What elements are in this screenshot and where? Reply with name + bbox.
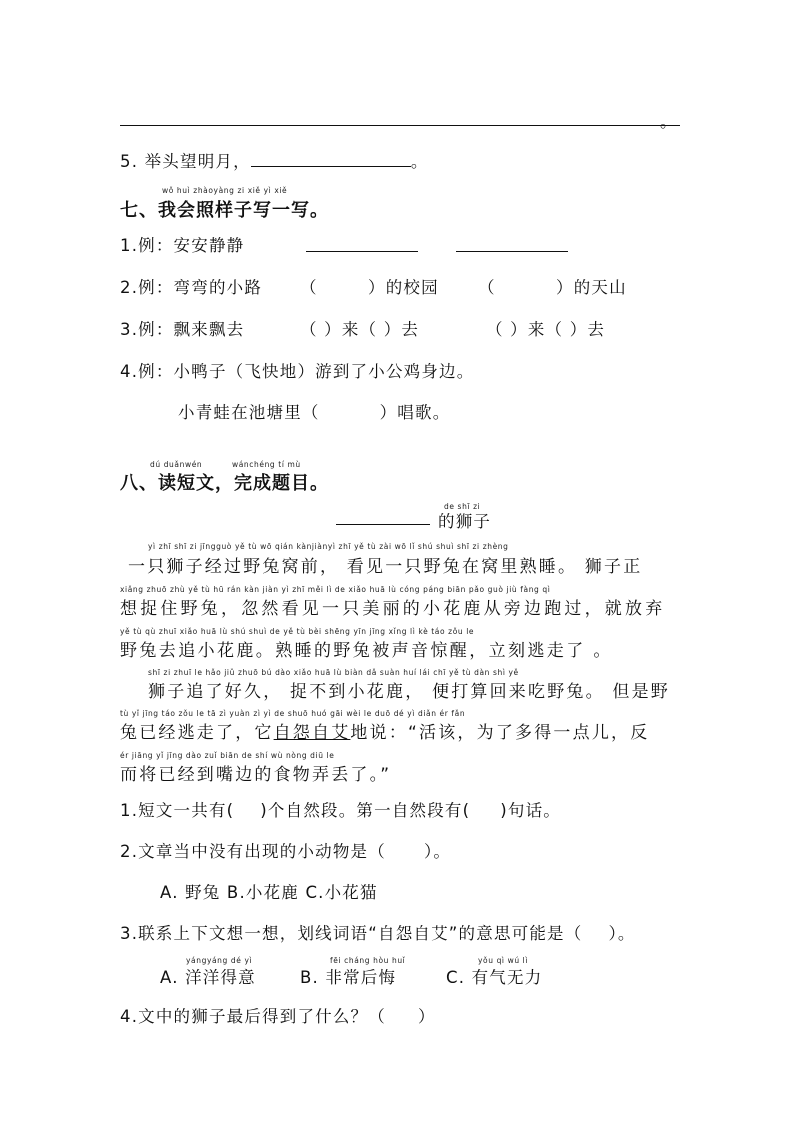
p2-line-2c: 地说：“活该，为了多得一点儿，反 (350, 723, 650, 743)
s7-q4-frog (178, 399, 450, 423)
s7-q2-campus: ）的校园 (368, 278, 439, 297)
s8-q2-a: 2.文章当中没有出现的小动物是（ (120, 842, 386, 861)
s7-q4: 4.例：小鸭子（飞快地）游到了小公鸡身边。 (120, 362, 475, 381)
s7-q2-paren-1: （ (300, 278, 318, 297)
p1-pinyin-1: yì zhī shī zi jīngguò yě tù wō qián kànjiànyì zhī yě tù zài wō lǐ shú shuì shī zi zhèng (148, 542, 509, 551)
p2-line-1: 狮子追了好久， 捉不到小花鹿， 便打算回来吃野兔。 但是野 (148, 682, 671, 702)
s8-q2-b: ）。 (423, 842, 452, 861)
p2-line-3: 而将已经到嘴边的食物弄丢了。” (120, 765, 392, 785)
s7-q1-blank-2[interactable] (456, 251, 568, 252)
section-8-pinyin-b: wánchéng tí mù (232, 460, 301, 469)
item-5-num: 5. (120, 152, 139, 171)
s8-q3-pinyin-b: fēi cháng hòu huǐ (330, 956, 406, 965)
p2-pinyin-3: ér jiāng yǐ jīng dào zuǐ biān de shí wù nòng diū le (120, 751, 335, 760)
s7-q2-paren-2: （ (478, 278, 496, 297)
section-7-pinyin: wǒ huì zhàoyàng zi xiě yì xiě (162, 186, 288, 195)
section-7-title: 七、我会照样子写一写。 (120, 200, 329, 221)
p2-line-2a: 兔已经逃走了，它 (120, 723, 274, 743)
s8-q2-options: A. 野兔 B.小花鹿 C.小花猫 (160, 883, 378, 902)
s8-q1-a: 1.短文一共有( (120, 801, 235, 820)
section-8-pinyin-a: dú duǎnwén (150, 460, 203, 469)
s8-q3-b: ）。 (608, 924, 636, 943)
s7-q1-blank-1[interactable] (306, 251, 418, 252)
p1-pinyin-3: yě tù qù zhuī xiǎo huā lù shú shuì de yě tù bèi shēng yīn jīng xǐng lì kè táo zǒu le (120, 627, 475, 636)
s8-q1 (120, 797, 561, 821)
story-title-blank[interactable] (336, 524, 430, 525)
item-5-blank[interactable] (251, 152, 411, 167)
answer-line-top (120, 125, 680, 126)
s8-q3-option-a: A. 洋洋得意 (160, 968, 256, 987)
s8-q3-pinyin-c: yǒu qì wú lì (478, 956, 529, 965)
s8-q4 (120, 1003, 436, 1027)
p1-line-3: 野兔去追小花鹿。熟睡的野兔被声音惊醒，立刻逃走了 。 (120, 641, 613, 661)
s7-q3-blank-2[interactable]: （ ）来（ ）去 (486, 320, 606, 339)
s8-q1-b: )个自然段。第一自然段有( (260, 801, 471, 820)
s7-q3-blank-1[interactable]: （ ）来（ ）去 (300, 320, 420, 339)
p2-pinyin-1: shī zi zhuī le hǎo jiǔ zhuō bú dào xiǎo huā lù biàn dǎ suàn huí lái chī yě tù dàn shì yě (148, 668, 519, 677)
s8-q4-a: 4.文中的狮子最后得到了什么？（ (120, 1007, 386, 1026)
s8-q4-b: ） (417, 1007, 436, 1026)
s7-q4-frog-b: ）唱歌。 (379, 403, 451, 422)
p2-underlined-phrase: 自怨自艾 (273, 723, 351, 743)
p1-line-1: 一只狮子经过野兔窝前， 看见一只野兔在窝里熟睡。 狮子正 (128, 557, 643, 577)
story-title-pinyin: de shī zi (444, 502, 481, 511)
s7-q1: 1.例：安安静静 (120, 236, 245, 255)
s7-q2: 2.例：弯弯的小路 (120, 278, 263, 297)
item-5 (120, 148, 429, 172)
s8-q3-option-b: B. 非常后悔 (300, 968, 397, 987)
s8-q3-pinyin-a: yángyáng dé yì (186, 956, 253, 965)
s8-q2 (120, 838, 451, 862)
story-title: 的狮子 (438, 512, 492, 531)
s7-q4-frog-a: 小青蛙在池塘里（ (178, 403, 320, 422)
s8-q3 (120, 920, 636, 944)
s8-q3-option-c: C. 有气无力 (446, 968, 543, 987)
p2-pinyin-2: tù yǐ jīng táo zǒu le tā zì yuàn zì yì de shuō huó gāi wèi le duō dé yì diǎn ér fǎn (120, 709, 466, 718)
p1-pinyin-2: xiǎng zhuō zhù yě tù hū rán kàn jiàn yì zhī měi lì de xiǎo huā lù cóng páng biān pǎo guò jiù fàng qì (120, 585, 551, 594)
item-5-text: 举头望明月， (144, 152, 251, 171)
s8-q1-c: )句话。 (500, 801, 562, 820)
section-8-title: 八、读短文，完成题目。 (120, 473, 329, 494)
s7-q3: 3.例：飘来飘去 (120, 320, 245, 339)
item-5-end: 。 (410, 152, 429, 171)
top-period: 。 (660, 112, 678, 131)
p2-line-2 (120, 718, 649, 743)
p1-line-2: 想捉住野兔，忽然看见一只美丽的小花鹿从旁边跑过，就放弃 (120, 599, 666, 619)
s7-q2-tianshan: ）的天山 (556, 278, 627, 297)
s8-q3-a: 3.联系上下文想一想，划线词语“自怨自艾”的意思可能是（ (120, 924, 583, 943)
